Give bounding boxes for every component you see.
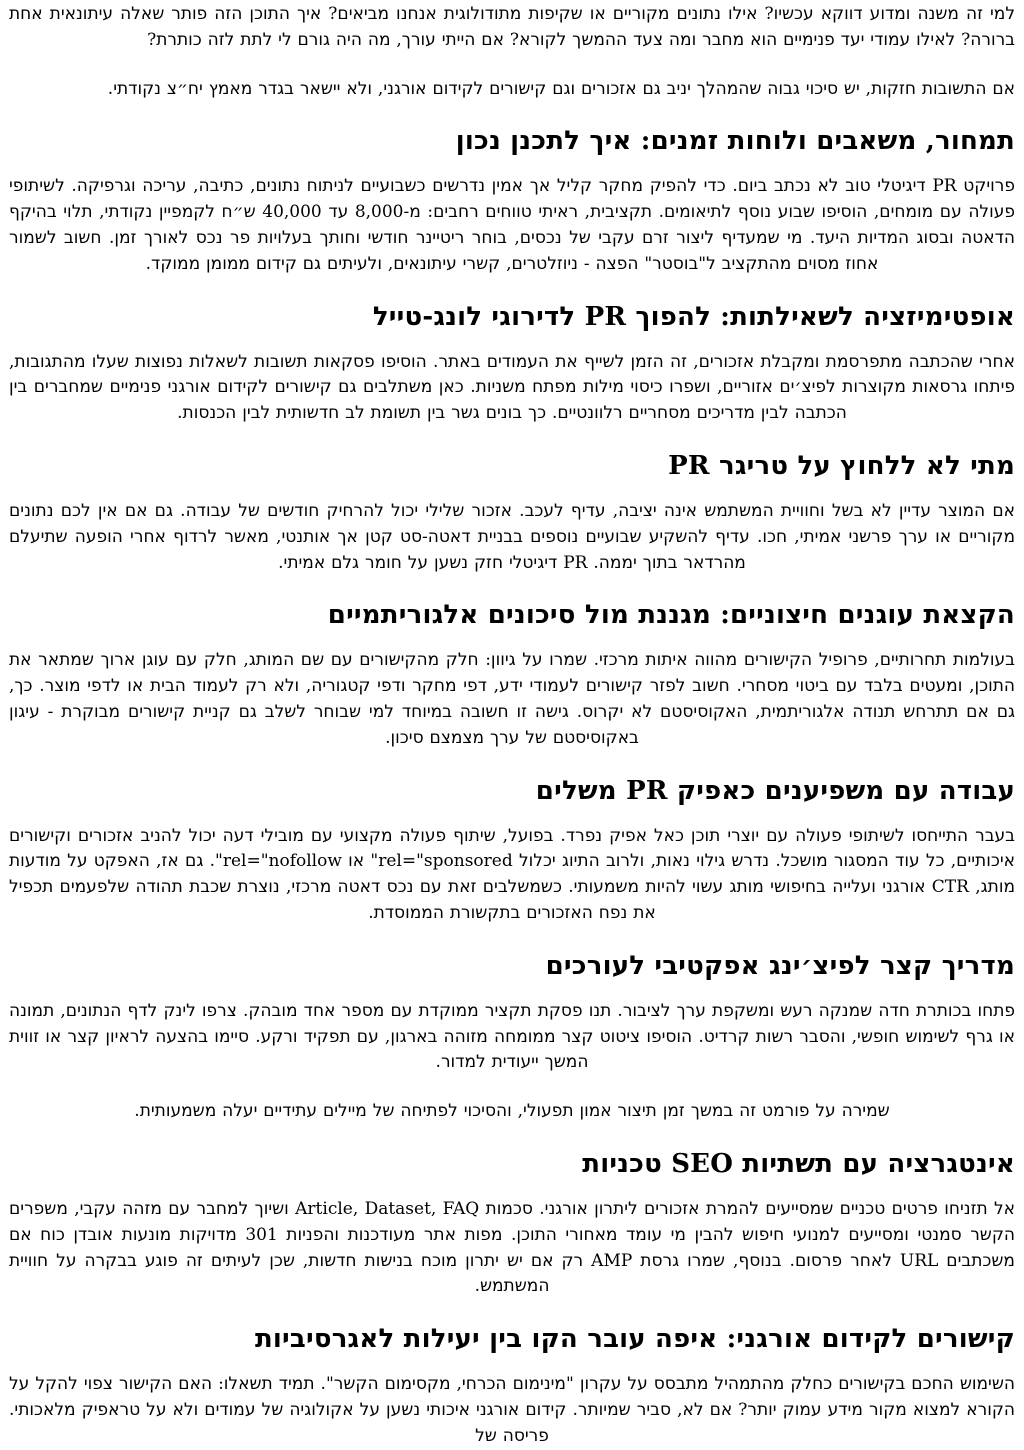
- body-paragraph: אחרי שהכתבה מתפרסמת ומקבלת אזכורים, זה הזמן לשייף את העמודים באתר. הוסיפו פסקאות תשובות לשאלות נפוצות שעלו מהתגובות, פיתחו גרסאות מקוצרות לפיצ׳ים אזוריים, ושפרו כיסוי מילות מפתח משניות. כאן משתלבים גם קישורים לקידום אורגני פנימיים שמחברים בין הכתבה לבין מדריכים מסחריים רלוונטיים. כך בונים גשר בין תשומת לב חדשותית לבין הכנסות.: [9, 351, 1015, 424]
- intro-paragraph: למי זה משנה ומדוע דווקא עכשיו? אילו נתונים מקוריים או שקיפות מתודולוגית אנחנו מביאים? איך התוכן הזה פותר שאלה עיתונאית אחת ברורה? לאילו עמודי יעד פנימיים הוא מחבר ומה צעד ההמשך לקורא? אם הייתי עורך, מה היה גורם לי לתת לזה כותרת?: [9, 4, 1015, 50]
- intro-section: [9, 2, 1015, 102]
- section-heading: אינטגרציה עם תשתיות SEO טכניות: [582, 1148, 1015, 1179]
- article-section: [9, 1323, 1015, 1449]
- article-section: [9, 125, 1015, 277]
- section-heading: הקצאת עוגנים חיצוניים: מגננת מול סיכונים אלגוריתמיים: [327, 600, 1015, 631]
- body-paragraph: בעולמות תחרותיים, פרופיל הקישורים מהווה איתות מרכזי. שמרו על גיוון: חלק מהקישורים עם שם המותג, חלק עם עוגן ארוך שמתאר את התוכן, ומעטים בלבד עם ביטוי מסחרי. חשוב לפזר קישורים לעמודי ידע, דפי מחקר ודפי קטגוריה, ולא רק לעמוד הבית או לדפי מוצר. כך, גם אם תתרחש תנודה אלגוריתמית, האקוסיסטם לא יקרוס. גישה זו חשובה במיוחד למי שבוחר לשלב גם קניית קישורים מבוקרת - עיגון באקוסיסטם של ערך מצמצם סיכון.: [9, 650, 1015, 748]
- body-paragraph: בעבר התייחסו לשיתופי פעולה עם יוצרי תוכן כאל אפיק נפרד. בפועל, שיתוף פעולה מקצועי עם מובילי דעה יכול להניב אזכורים וקישורים איכותיים, כל עוד המסגור מושכל. נדרש גילוי נאות, ולרוב התיוג יכלול rel="sponsored" או rel="nofollow". גם אז, האפקט על מודעות מותג, CTR אורגני ועלייה בחיפושי מותג עשוי להיות משמעותי. כשמשלבים זאת עם נכס דאטה מרכזי, נוצרת שכבת תהודה שלפעמים תכפיל את נפח האזכורים בתקשורת הממוסדת.: [9, 825, 1016, 923]
- article-section: [9, 775, 1015, 927]
- section-heading: עבודה עם משפיענים כאפיק PR משלים: [535, 775, 1015, 806]
- intro-paragraph: אם התשובות חזקות, יש סיכוי גבוה שהמהלך יניב גם אזכורים וגם קישורים לקידום אורגני, ולא יישאר בגדר מאמץ יח״צ נקודתי.: [107, 78, 1015, 99]
- article-sections: [9, 125, 1015, 1449]
- section-heading: מדריך קצר לפיצ׳ינג אפקטיבי לעורכים: [545, 950, 1015, 981]
- article-section: [9, 599, 1015, 751]
- body-paragraph: אל תזניחו פרטים טכניים שמסייעים להמרת אזכורים ליתרון אורגני. סכמות Article, Dataset, FAQ ושיוך למחבר עם מזהה עקבי, משפרים הקשר סמנטי ומסייעים למנועי חיפוש להבין מי עומד מאחורי התוכן. מפות אתר מעודכנות והפניות 301 מדויקות מונעות אובדן כוח אם משכתבים URL לאחר פרסום. בנוסף, שמרו גרסת AMP רק אם יש יתרון מוכח בנישות חדשות, שכן לעיתים זה פוגע בבקרה על חוויית המשתמש.: [9, 1198, 1016, 1297]
- article-section: [9, 301, 1015, 427]
- body-paragraph: פתחו בכותרת חדה שמנקה רעש ומשקפת ערך לציבור. תנו פסקת תקציר ממוקדת עם מספר אחד מובהק. צרפו לינק לדף הנתונים, תמונה או גרף לשימוש חופשי, והסבר רשות קרדיט. הוסיפו ציטוט קצר ממומחה מזוהה בארגון, עם תפקיד ורקע. סיימו בהצעה לראיון קצר או זווית המשך ייעודית למדור.: [9, 1000, 1015, 1073]
- article-section: [9, 1148, 1015, 1300]
- article-section: [9, 950, 1015, 1125]
- body-paragraph: שמירה על פורמט זה במשך זמן תיצור אמון תפעולי, והסיכוי לפתיחה של מיילים עתידיים יעלה משמעותית.: [134, 1101, 890, 1122]
- section-heading: קישורים לקידום אורגני: איפה עובר הקו בין יעילות לאגרסיביות: [254, 1324, 1015, 1355]
- body-paragraph: השימוש החכם בקישורים כחלק מהתמהיל מתבסס על עקרון "מינימום הכרחי, מקסימום הקשר". תמיד תשאלו: האם הקישור צפוי להקל על הקורא למצוא מקור מידע עמוק יותר? אם לא, סביר שמיותר. קידום אורגני איכותי נשען על אקולוגיה של עמודים ולא על טראפיק מלאכותי. פריסה של: [9, 1374, 1015, 1446]
- article-section: [9, 450, 1015, 576]
- body-paragraph: אם המוצר עדיין לא בשל וחוויית המשתמש אינה יציבה, עדיף לעכב. אזכור שלילי יכול להרחיק חודשים של עבודה. גם אם אין לכם נתונים מקוריים או ערך פרשני אמיתי, חכו. עדיף להשקיע שבועיים נוספים בבניית דאטה-סט קטן אך אותנטי, מאשר לרדוף אחרי הופעה שתיעלם מהרדאר בתוך יממה. PR דיגיטלי חזק נשען על חומר גלם אמיתי.: [9, 500, 1015, 573]
- body-paragraph: פרויקט PR דיגיטלי טוב לא נכתב ביום. כדי להפיק מחקר קליל אך אמין נדרשים כשבועיים לניתוח נתונים, כתיבה, עריכה וגרפיקה. לשיתופי פעולה עם מומחים, הוסיפו שבוע נוסף לתיאומים. תקציבית, ראיתי טווחים רחבים: מ-8,000 עד 40,000 ש״ח לקמפיין נקודתי, תלוי בהיקף הדאטה ובסוג המדיות היעד. מי שמעדיף ליצור זרם עקבי של נכסים, בוחר ריטיינר חודשי וחותך בעלויות פר נכס לאורך זמן. חשוב לשמור אחוז מסוים מהתקציב ל"בוסטר" הפצה - ניוזלטרים, קשרי עיתונאים, ולעיתים גם קידום ממומן ממוקד.: [9, 176, 1015, 274]
- section-heading: מתי לא ללחוץ על טריגר PR: [668, 450, 1015, 481]
- section-heading: תמחור, משאבים ולוחות זמנים: איך לתכנן נכון: [455, 126, 1015, 157]
- section-heading: אופטימיזציה לשאילתות: להפוך PR לדירוגי לונג-טייל: [372, 301, 1015, 332]
